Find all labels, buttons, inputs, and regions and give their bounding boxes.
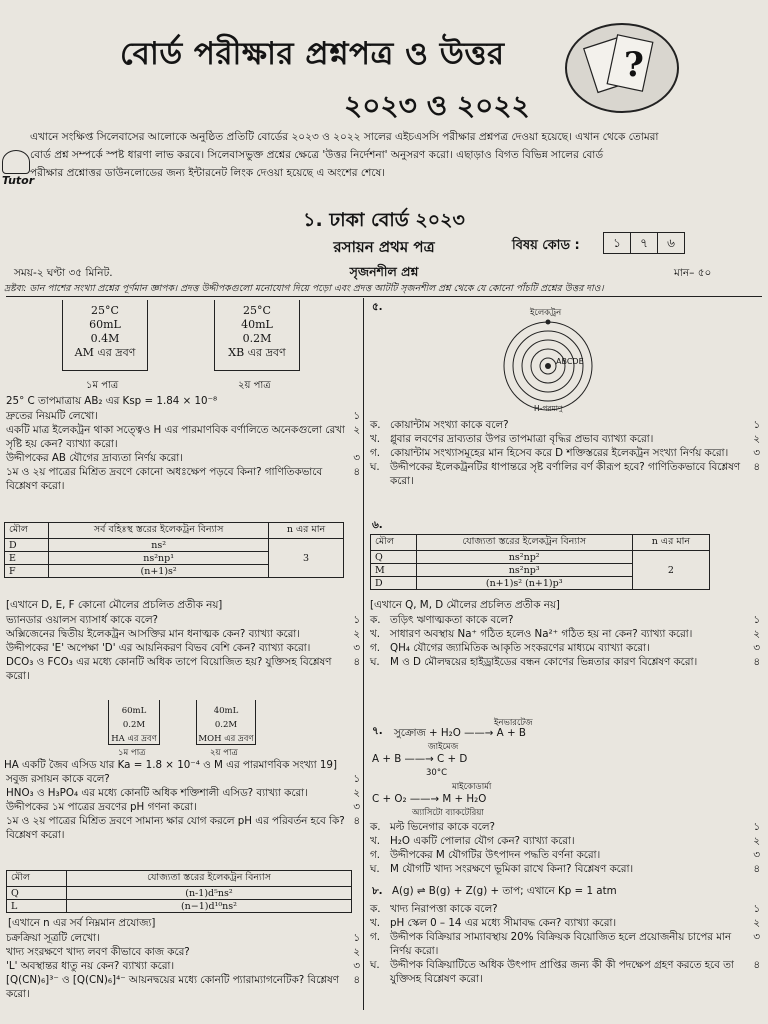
- subquestion: সবুজ রসায়ন কাকে বলে? ১: [6, 773, 360, 785]
- q8-stem: A(g) ⇌ B(g) + Z(g) + তাপ; এখানে Kp = 1 atm: [392, 885, 617, 897]
- q5-subquestions: [370, 418, 760, 488]
- subquestion: গ. কোয়ান্টাম সংখ্যাসমূহের মান হিসেব করে D শক্তিস্তরের ইলেকট্রন সংখ্যা নির্ণয় করো। ৩: [370, 447, 760, 459]
- element-table-2: মৌল যোজ্যতা স্তরের ইলেকট্রন বিন্যাস Q (n-1)d⁵ns² L (n−1)d¹⁰ns²: [6, 870, 352, 913]
- subquestion: ১ম ও ২য় পাত্রের মিশ্রিত দ্রবণে সামান্য ক্ষার যোগ করলে pH এর পরিবর্তন হবে কি? বিশ্লেষণ করো। ৪: [6, 815, 360, 841]
- page-title: বোর্ড পরীক্ষার প্রশ্নপত্র ও উত্তর: [120, 36, 505, 72]
- code-digit: ৭: [630, 232, 658, 254]
- code-digit: ৬: [657, 232, 685, 254]
- beaker-2-caption: ২য় পাত্র: [238, 380, 271, 391]
- subquestion: খ. H₂O একটি পোলার যৌগ কেন? ব্যাখ্যা করো। ২: [370, 835, 760, 847]
- q7-equation-3: C + O₂ ——→ M + H₂O: [372, 793, 487, 805]
- element-table-3: মৌল যোজ্যতা স্তরের ইলেকট্রন বিন্যাস n এর মান Q ns²np² 2 M ns²np³ D (n+1)s² (n+1)p³: [370, 534, 710, 590]
- atom-caption: H-পরমাণু: [534, 404, 563, 413]
- subject-code-boxes: [604, 232, 685, 254]
- subquestion: ঘ. উদ্দীপকের ইলেকট্রনটির ধাপান্তরে সৃষ্ট বর্ণালির বর্ণ কীরূপ হবে? গাণিতিকভাবে বিশ্লেষণ করো। ৪: [370, 461, 760, 487]
- q1-stem: 25° C তাপমাত্রায় AB₂ এর Ksp = 1.84 × 10⁻⁸: [6, 395, 218, 407]
- section-heading: সৃজনশীল প্রশ্ন: [349, 264, 419, 279]
- subquestion: খ. pH স্কেল 0 – 14 এর মধ্যে সীমাবদ্ধ কেন? ব্যাখ্যা করো। ২: [370, 917, 760, 929]
- q4-note: [এখানে n এর সর্ব নিম্নমান প্রযোজ্য]: [8, 917, 156, 929]
- subquestion: ঘ. M যৌগটি খাদ্য সংরক্ষণে ভূমিকা রাখে কিনা? বিশ্লেষণ করো। ৪: [370, 863, 760, 875]
- column-divider: [363, 298, 364, 1010]
- beaker-4-caption: ২য় পাত্র: [210, 748, 238, 758]
- subquestion: উদ্দীপকের ১ম পাত্রের দ্রবণের pH গণনা করো। ৩: [6, 801, 360, 813]
- subquestion: ক. তড়িৎ ঋণাত্মকতা কাকে বলে? ১: [370, 614, 760, 626]
- beaker-1-caption: ১ম পাত্র: [86, 380, 119, 391]
- subquestion: দ্রুতের নিয়মটি লেখো। ১: [6, 410, 360, 422]
- svg-text:?: ?: [624, 45, 644, 85]
- subquestion: ১ম ও ২য় পাত্রের মিশ্রিত দ্রবণে কোনো অধঃক্ষেপ পড়বে কিনা? গাণিতিকভাবে বিশ্লেষণ করো। ৪: [6, 466, 360, 492]
- subquestion: খাদ্য সংরক্ষণে খাদ্য লবণ কীভাবে কাজ করে? ২: [6, 946, 360, 958]
- subquestion: খ. গ্লুবার লবণের দ্রাব্যতার উপর তাপমাত্রা বৃদ্ধির প্রভাব ব্যাখ্যা করো। ২: [370, 433, 760, 445]
- atom-shell-diagram: [500, 318, 596, 414]
- element-table-1: মৌল সর্ব বহিঃস্থ স্তরের ইলেকট্রন বিন্যাস n এর মান D ns² 3 E ns²np¹ F (n+1)s²: [4, 522, 344, 578]
- beaker-1: 25°C 60mL 0.4M AM এর দ্রবণ: [62, 300, 148, 371]
- beaker-3-caption: ১ম পাত্র: [118, 748, 146, 758]
- exam-note: দ্রষ্টব্য: ডান পাশের সংখ্যা প্রশ্নের পূর্ণমান জ্ঞাপক। প্রদত্ত উদ্দীপকগুলো মনোযোগ দিয়ে পড়ো এবং প্রদত্ত আটটি সৃজনশীল প্রশ্ন থেকে যে কোনো পাঁচটি প্রশ্নের উত্তর দাও।: [4, 283, 604, 294]
- subquestion: ঘ. M ও D মৌলদ্বয়ের হাইড্রাইডের বন্ধন কোণের ভিন্নতার কারণ বিশ্লেষণ করো। ৪: [370, 656, 760, 668]
- q6-label: ৬.: [372, 519, 383, 531]
- q7-equation-1: সুক্রোজ + H₂O ——→ A + B: [394, 727, 526, 739]
- intro-line: বোর্ড প্রশ্ন সম্পর্কে স্পষ্ট ধারণা লাভ করবে। সিলেবাসভুক্ত প্রশ্নের ক্ষেত্রে 'উত্তর নির্দেশনা' অনুসরণ করো। এছাড়াও বিগত বিভিন্ন সালের বোর্ড: [30, 149, 604, 161]
- q7-eq3-bacteria: অ্যাসিটো ব্যাকটেরিয়া: [412, 808, 484, 818]
- atom-electron-label: ইলেকট্রন: [530, 308, 562, 318]
- intro-line: পরীক্ষার প্রশ্নোত্তর ডাউনলোডের জন্য ইন্টারনেট লিংক দেওয়া হয়েছে এ অংশের শেষে।: [30, 167, 386, 179]
- paper-heading: রসায়ন প্রথম পত্র: [333, 238, 435, 256]
- subquestion: ক. খাদ্য নিরাপত্তা কাকে বলে? ১: [370, 903, 760, 915]
- beaker-3: 60mL 0.2M HA এর দ্রবণ: [108, 700, 160, 745]
- subquestion: উদ্দীপকের AB যৌগের দ্রাব্যতা নির্ণয় করো। ৩: [6, 452, 360, 464]
- subquestion: [Q(CN)₆]³⁻ ও [Q(CN)₆]⁴⁻ আয়নদ্বয়ের মধ্যে কোনটি প্যারাম্যাগনেটিক? বিশ্লেষণ করো। ৪: [6, 974, 360, 1000]
- subquestion: HNO₃ ও H₃PO₄ এর মধ্যে কোনটি অধিক শক্তিশালী এসিড? ব্যাখ্যা করো। ২: [6, 787, 360, 799]
- subquestion: গ. QH₄ যৌগের জ্যামিতিক আকৃতি সংকরণের মাধ্যমে ব্যাখ্যা করো। ৩: [370, 642, 760, 654]
- q5-label: ৫.: [372, 301, 383, 313]
- subquestion: উদ্দীপকের 'E' অপেক্ষা 'D' এর আয়নিকরণ বিভব বেশি কেন? ব্যাখ্যা করো। ৩: [6, 642, 360, 654]
- subquestion: DCO₃ ও FCO₃ এর মধ্যে কোনটি অধিক তাপে বিয়োজিত হয়? যুক্তিসহ বিশ্লেষণ করো। ৪: [6, 656, 360, 682]
- q7-label: ৭.: [372, 725, 383, 737]
- q2-subquestions: [6, 613, 360, 683]
- q3-stem: HA একটি জৈব এসিড যার Ka = 1.8 × 10⁻⁴ ও M এর পারমাণবিক সংখ্যা 19]: [4, 759, 338, 771]
- q7-eq2-temp: 30°C: [426, 768, 448, 778]
- page-years: ২০২৩ ও ২০২২: [344, 89, 530, 122]
- q3-subquestions: [6, 772, 360, 842]
- q8-subquestions: [370, 902, 760, 986]
- subquestion: গ. উদ্দীপক বিক্রিয়ার সাম্যাবস্থায় 20% বিক্রিয়ক বিয়োজিত হলে প্রয়োজনীয় চাপের মান নির্ণয় করো। ৩: [370, 931, 760, 957]
- subquestion: অক্সিজেনের দ্বিতীয় ইলেকট্রন আসক্তির মান ধনাত্মক কেন? ব্যাখ্যা করো। ২: [6, 628, 360, 640]
- q7-subquestions: [370, 820, 760, 876]
- question-paper-emblem-icon: [562, 20, 680, 116]
- q7-eq3-catalyst: মাইকোডার্মা: [452, 782, 492, 792]
- q7-equation-2: A + B ——→ C + D: [372, 753, 468, 765]
- q8-label: ৮.: [372, 885, 383, 897]
- beaker-2: 25°C 40mL 0.2M XB এর দ্রবণ: [214, 300, 300, 371]
- subquestion: চক্রক্রিয়া সূত্রটি লেখো। ১: [6, 932, 360, 944]
- q1-subquestions: [6, 409, 360, 493]
- exam-marks: মান– ৫০: [674, 267, 712, 279]
- subquestion: 'L' অবস্থান্তর ধাতু নয় কেন? ব্যাখ্যা করো। ৩: [6, 960, 360, 972]
- subquestion: ঘ. উদ্দীপক বিক্রিয়াটিতে অধিক উৎপাদ প্রাপ্তির জন্য কী কী পদক্ষেপ গ্রহণ করতে হবে তা যুক্তিসহ বিশ্লেষণ করো। ৪: [370, 959, 760, 985]
- exam-time: সময়-২ ঘণ্টা ৩৫ মিনিট.: [14, 267, 113, 279]
- board-heading: ১. ঢাকা বোর্ড ২০২৩: [303, 209, 465, 231]
- intro-paragraph: [30, 128, 756, 182]
- q6-note: [এখানে Q, M, D মৌলের প্রচলিত প্রতীক নয়]: [370, 599, 560, 611]
- subquestion: ভ্যানডার ওয়ালস ব্যাসার্ধ কাকে বলে? ১: [6, 614, 360, 626]
- subquestion: ক. মল্ট ভিনেগার কাকে বলে? ১: [370, 821, 760, 833]
- code-digit: ১: [603, 232, 631, 254]
- q2-note: [এখানে D, E, F কোনো মৌলের প্রচলিত প্রতীক নয়]: [6, 599, 223, 611]
- subquestion: একটি মাত্র ইলেকট্রন থাকা সত্ত্বেও H এর পারমাণবিক বর্ণালিতে অনেকগুলো রেখা সৃষ্টি হয় কেন? ব্যাখ্যা করো। ২: [6, 424, 360, 450]
- q4-subquestions: [6, 931, 360, 1001]
- beaker-4: 40mL 0.2M MOH এর দ্রবণ: [196, 700, 256, 745]
- q7-eq2-catalyst: জাইমেজ: [428, 742, 459, 752]
- subquestion: খ. সাধারণ অবস্থায় Na⁺ গঠিত হলেও Na²⁺ গঠিত হয় না কেন? ব্যাখ্যা করো। ২: [370, 628, 760, 640]
- subquestion: গ. উদ্দীপকের M যৌগটির উৎপাদন পদ্ধতি বর্ণনা করো। ৩: [370, 849, 760, 861]
- subquestion: ক. কোয়ান্টাম সংখ্যা কাকে বলে? ১: [370, 419, 760, 431]
- q7-eq1-catalyst: ইনভারটেজ: [494, 718, 533, 728]
- header-divider: [6, 296, 762, 297]
- intro-line: এখানে সংক্ষিপ্ত সিলেবাসের আলোকে অনুষ্ঠিত প্রতিটি বোর্ডের ২০২৩ ও ২০২২ সালের এইচএসসি পরীক্ষার প্রশ্নপত্র দেওয়া হয়েছে। এখান থেকে তোমরা: [30, 131, 659, 143]
- tutor-logo: Tutor: [2, 150, 36, 188]
- subject-code-label: বিষয় কোড :: [512, 238, 580, 253]
- q6-subquestions: [370, 613, 760, 669]
- atom-shell-letters: ABCDE: [556, 357, 584, 366]
